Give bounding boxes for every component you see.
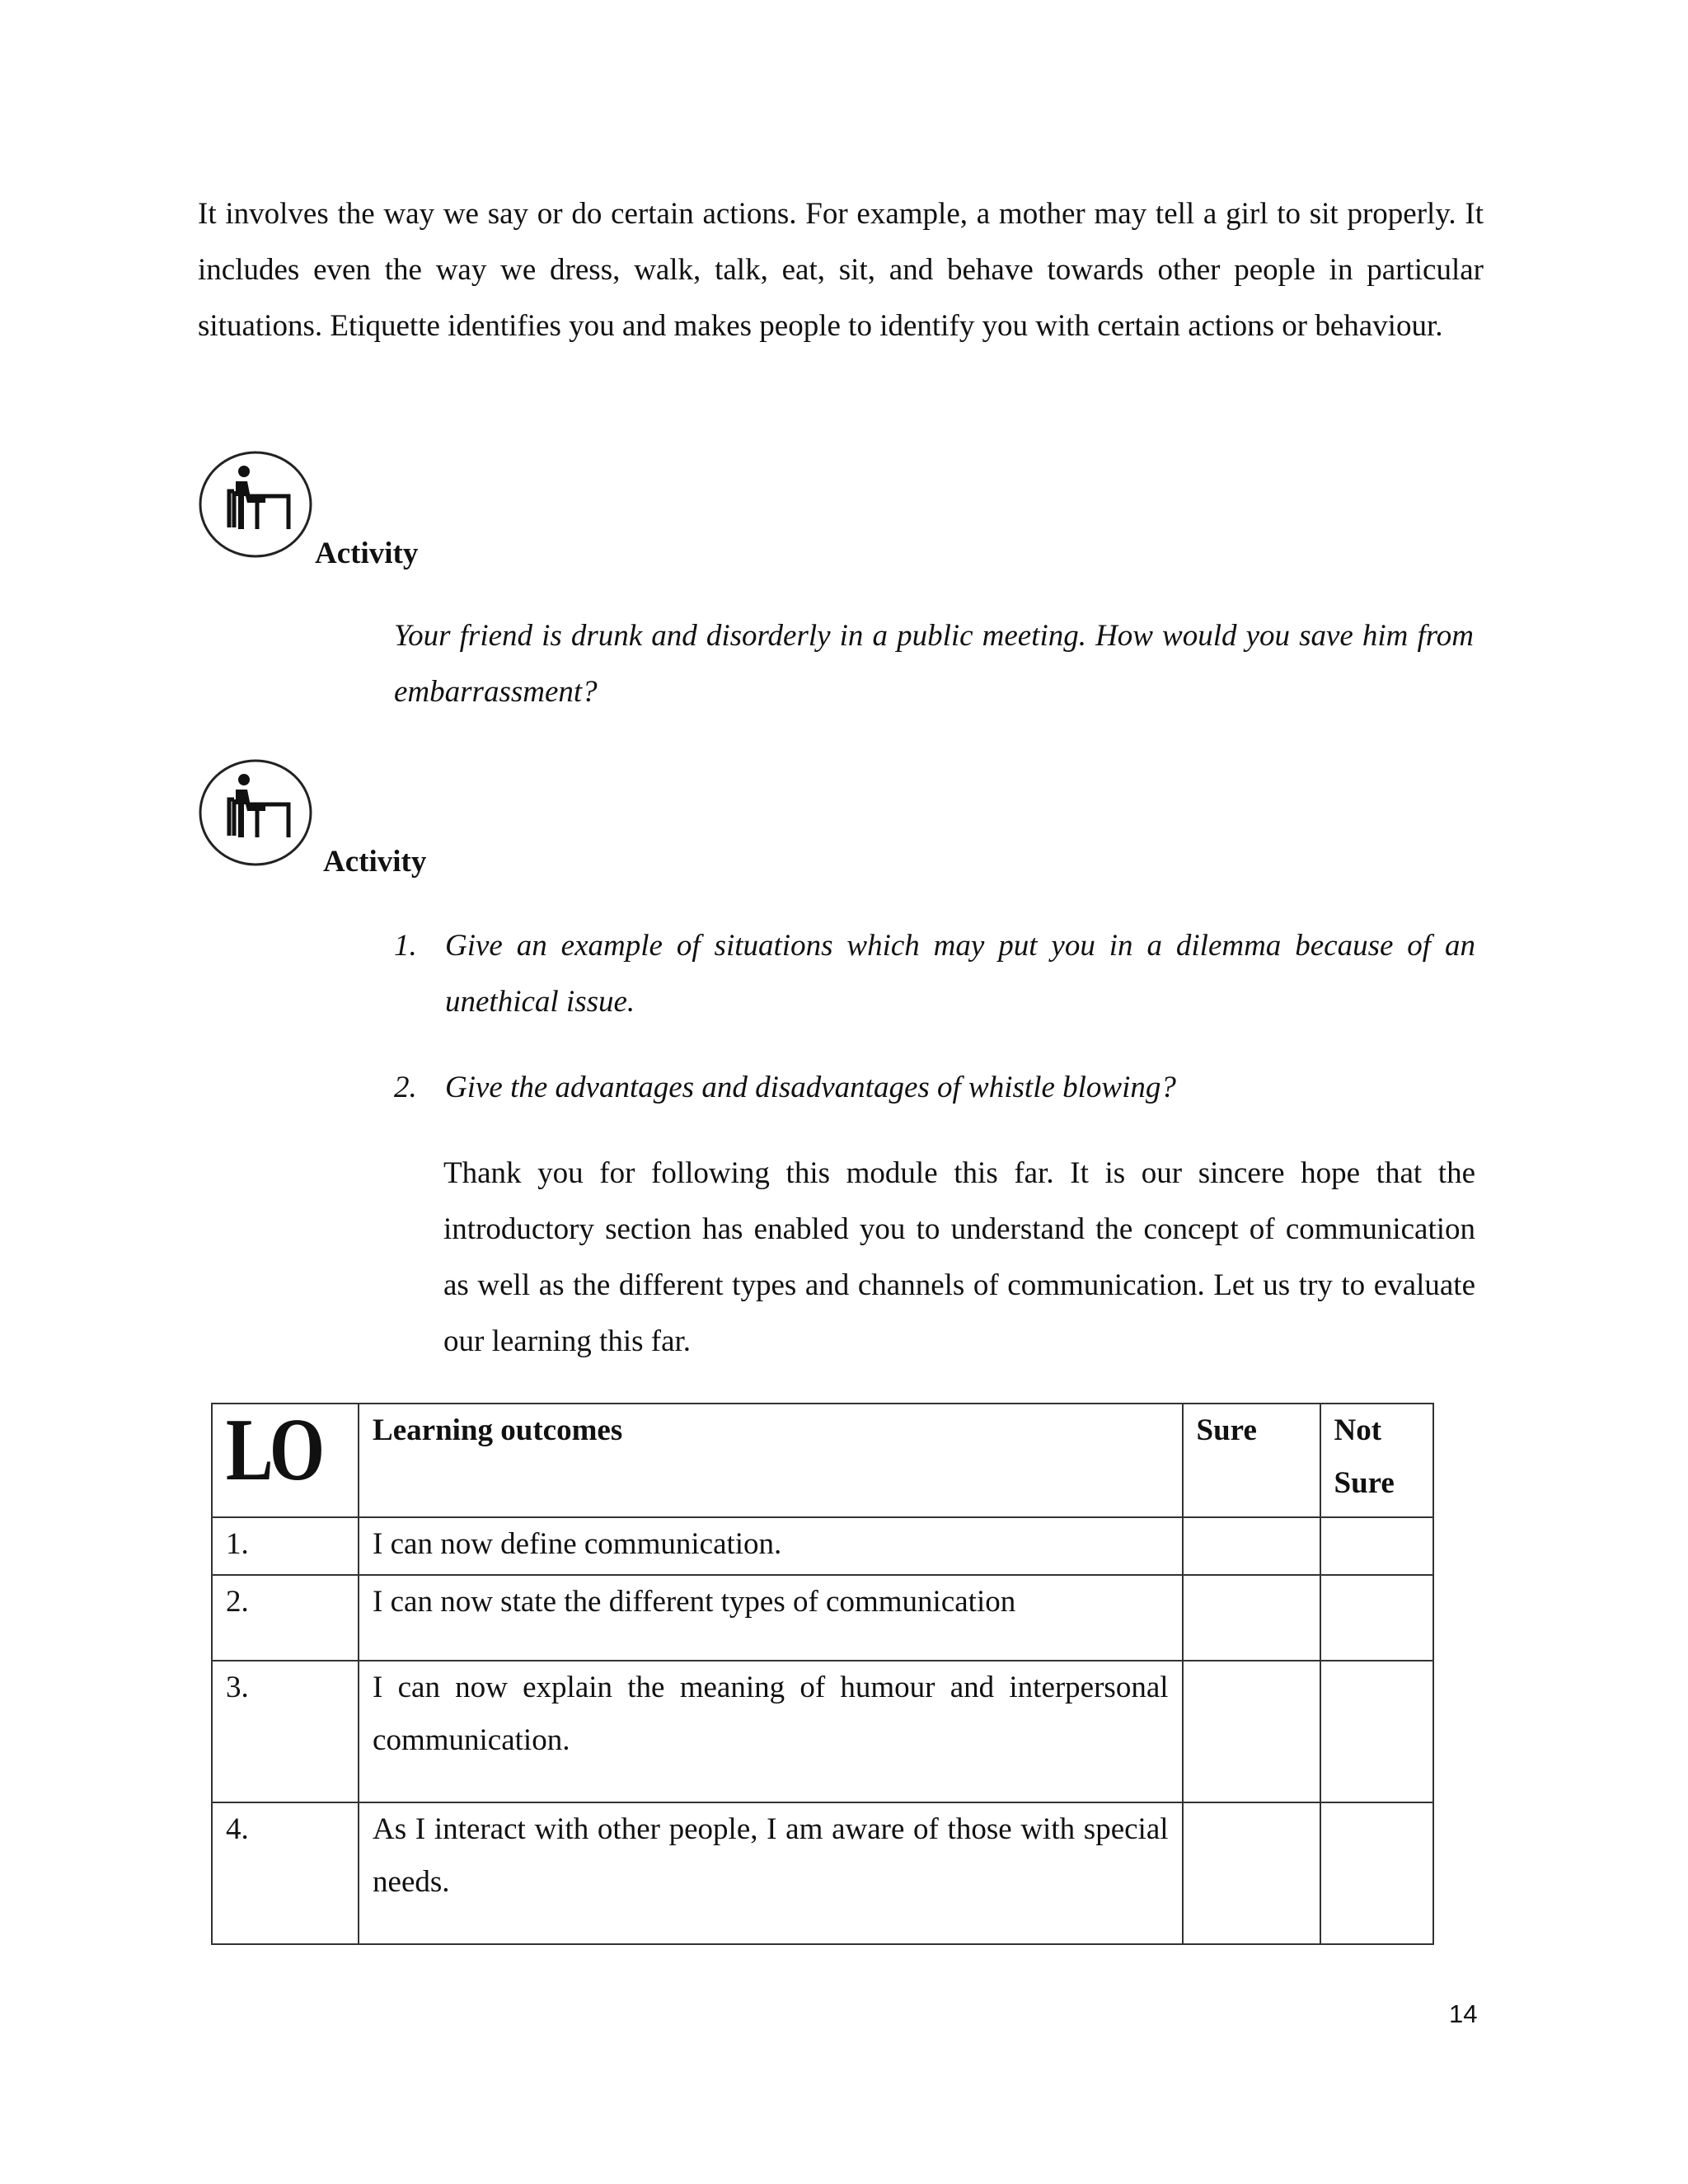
lo-logo-cell xyxy=(212,1401,359,1517)
list-item-text: Give the advantages and disadvantages of whistle blowing? xyxy=(445,1071,1176,1104)
table-row xyxy=(212,1661,1433,1802)
row-number: 1. xyxy=(212,1517,359,1575)
row-text: I can now define communication. xyxy=(359,1517,1182,1575)
row-number: 3. xyxy=(212,1661,359,1802)
row-number: 2. xyxy=(212,1575,359,1661)
intro-paragraph xyxy=(198,186,1484,354)
closing-text: Thank you for following this module this far. It is our sincere hope that the introductory section has enabled you to understand the concept of communication as well as the different types and channels of communication. Let us try to evaluate our learning this far. xyxy=(443,1156,1475,1358)
activity-label: Activity xyxy=(323,845,427,879)
sure-cell[interactable] xyxy=(1183,1517,1320,1575)
list-item-text: Give an example of situations which may put you in a dilemma because of an unethical issue. xyxy=(445,929,1475,1019)
person-at-desk-icon xyxy=(198,450,313,562)
list-item xyxy=(394,1060,1475,1116)
activity-label: Activity xyxy=(315,537,419,570)
activity-question: Your friend is drunk and disorderly in a public meeting. How would you save him from embarrassment? xyxy=(394,619,1474,709)
list-item-number: 2. xyxy=(394,1071,417,1104)
learning-outcomes-table xyxy=(211,1403,1434,1945)
sure-cell[interactable] xyxy=(1183,1661,1320,1802)
row-number: 4. xyxy=(212,1802,359,1944)
not-sure-cell[interactable] xyxy=(1320,1802,1434,1944)
not-sure-cell[interactable] xyxy=(1320,1517,1434,1575)
sure-cell[interactable] xyxy=(1183,1575,1320,1661)
header-learning-outcomes: Learning outcomes xyxy=(359,1404,1182,1517)
sure-cell[interactable] xyxy=(1183,1802,1320,1944)
table-row xyxy=(212,1802,1433,1944)
list-item-number: 1. xyxy=(394,929,417,963)
page-number: 14 xyxy=(1449,1999,1478,2028)
list-item xyxy=(394,918,1475,1030)
table-row xyxy=(212,1575,1433,1661)
header-not-sure: Not Sure xyxy=(1320,1404,1434,1517)
row-text: I can now explain the meaning of humour and interpersonal communication. xyxy=(359,1661,1182,1802)
not-sure-cell[interactable] xyxy=(1320,1661,1434,1802)
table-header-row xyxy=(212,1404,1433,1517)
header-sure: Sure xyxy=(1183,1404,1320,1517)
person-at-desk-icon xyxy=(198,758,313,870)
lo-logo: LO xyxy=(226,1401,321,1499)
row-text: As I interact with other people, I am aware of those with special needs. xyxy=(359,1802,1182,1944)
not-sure-cell[interactable] xyxy=(1320,1575,1434,1661)
activity-question-list xyxy=(394,918,1475,1116)
table-row xyxy=(212,1517,1433,1575)
closing-paragraph xyxy=(443,1146,1475,1370)
intro-text: It involves the way we say or do certain actions. For example, a mother may tell a girl to sit properly. It includes even the way we dress, walk, talk, eat, sit, and behave towards other people in particular situations. Etiquette identifies you and makes people to identify you with certain actions or behaviour. xyxy=(198,197,1484,343)
row-text: I can now state the different types of communication xyxy=(359,1575,1182,1661)
